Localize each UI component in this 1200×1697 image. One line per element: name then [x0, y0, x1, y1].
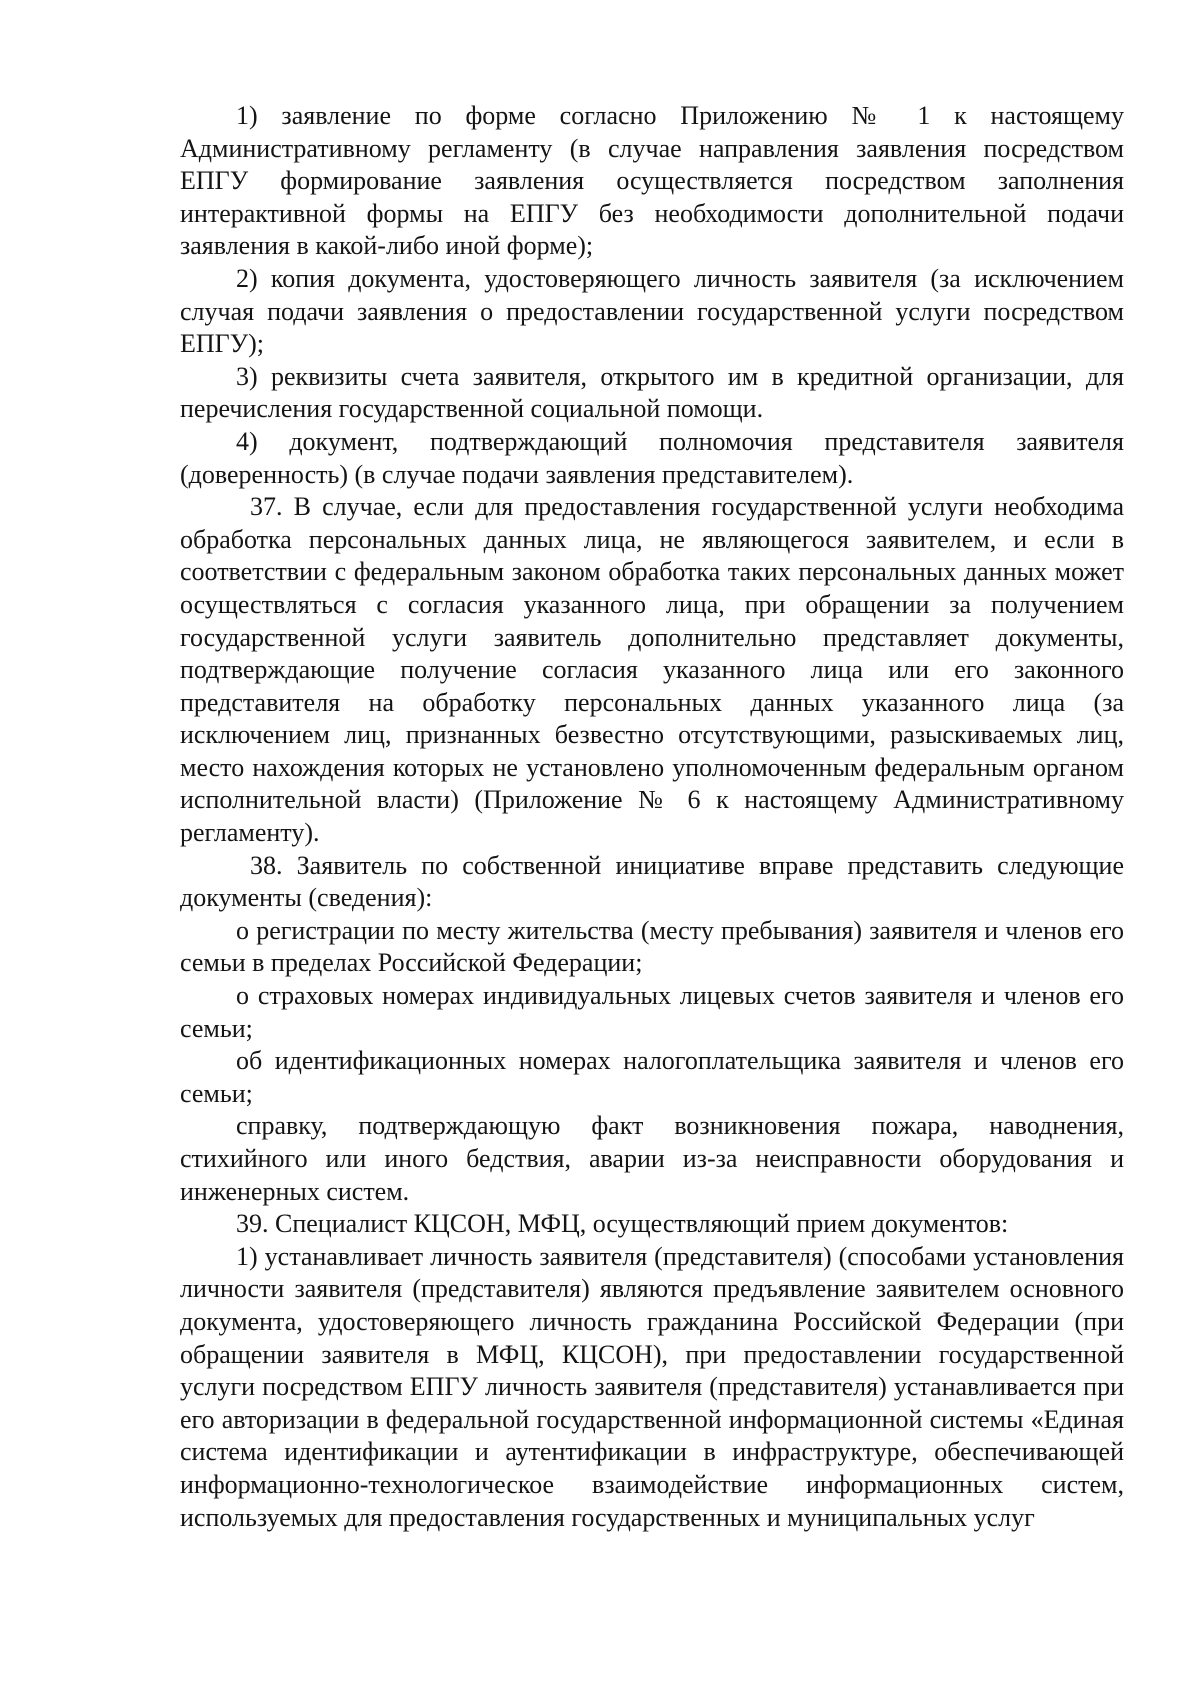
paragraph-item-2: 2) копия документа, удостоверяющего личность заявителя (за исключением случая подачи заявления о предоставлении государственной услуги посредством ЕПГУ);: [180, 263, 1124, 359]
paragraph-tax-numbers: об идентификационных номерах налогоплательщика заявителя и членов его семьи;: [180, 1046, 1124, 1108]
paragraph-disaster-certificate: справку, подтверждающую факт возникновения пожара, наводнения, стихийного или иного бедствия, аварии из-за неисправности оборудования и инженерных систем.: [180, 1111, 1124, 1206]
paragraph-item-3: 3) реквизиты счета заявителя, открытого им в кредитной организации, для перечисления государственной социальной помощи.: [180, 361, 1124, 424]
paragraph-item-identity: 1) устанавливает личность заявителя (представителя) (способами установления личности заявителя (представителя) являются предъявление заявителем основного документа, удостоверяющего личность гражданина Российской Федерации (при обращении заявителя в МФЦ, КЦСОН), при предоставлении государственной услуги посредством ЕПГУ личность заявителя (представителя) устанавливается при его авторизации в федеральной государственной информационной системы «Единая система идентификации и аутентификации в инфраструктуре, обеспечивающей информационно-технологическое взаимодействие информационных систем, используемых для предоставления государственных и муниципальных услуг: [180, 1241, 1124, 1532]
document-page: [180, 100, 1124, 1534]
paragraph-registration: о регистрации по месту жительства (месту пребывания) заявителя и членов его семьи в пределах Российской Федерации;: [180, 915, 1124, 978]
paragraph-insurance-numbers: о страховых номерах индивидуальных лицевых счетов заявителя и членов его семьи;: [180, 981, 1124, 1043]
paragraph-clause-39: 39. Специалист КЦСОН, МФЦ, осуществляющий прием документов:: [236, 1209, 1009, 1239]
paragraph-clause-37: 37. В случае, если для предоставления государственной услуги необходима обработка персональных данных лица, не являющегося заявителем, и если в соответствии с федеральным законом обработка таких персональных данных может осуществляться с согласия указанного лица, при обращении за получением государственной услуги заявитель дополнительно представляет документы, подтверждающие получение согласия указанного лица или его законного представителя на обработку персональных данных указанного лица (за исключением лиц, признанных безвестно отсутствующими, разыскиваемых лиц, место нахождения которых не установлено уполномоченным федеральным органом исполнительной власти) (Приложение № 6 к настоящему Административному регламенту).: [180, 492, 1124, 848]
paragraph-item-1: 1) заявление по форме согласно Приложению № 1 к настоящему Административному регламенту (в случае направления заявления посредством ЕПГУ формирование заявления осуществляется посредством заполнения интерактивной формы на ЕПГУ без необходимости дополнительной подачи заявления в какой-либо иной форме);: [180, 101, 1124, 261]
paragraph-clause-38: 38. Заявитель по собственной инициативе вправе представить следующие документы (сведения):: [180, 850, 1124, 913]
paragraph-item-4: 4) документ, подтверждающий полномочия представителя заявителя (доверенность) (в случае подачи заявления представителем).: [180, 426, 1124, 489]
